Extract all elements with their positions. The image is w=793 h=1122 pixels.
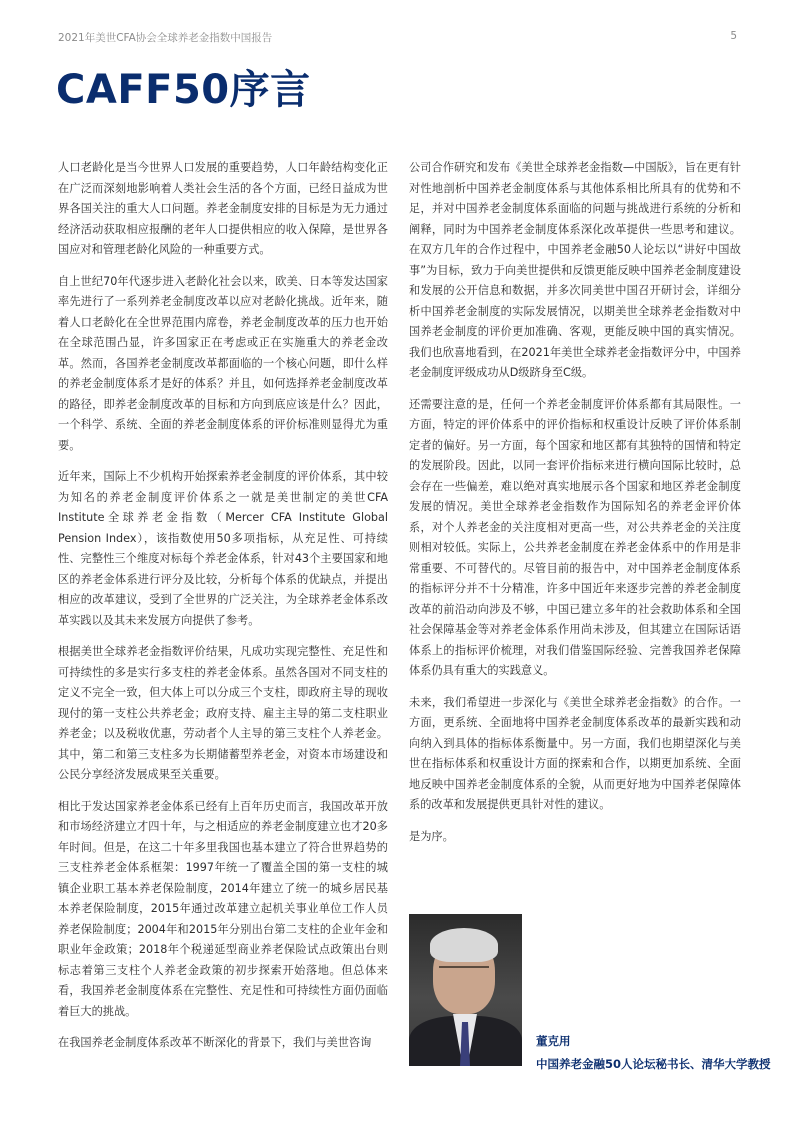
left-text-column: [58, 158, 388, 1065]
signature-name: 董克用: [536, 1034, 571, 1048]
paragraph: 还需要注意的是，任何一个养老金制度评价体系都有其局限性。一方面，特定的评价体系中的评价指标和权重设计反映了评价体系制定者的偏好。另一方面，每个国家和地区都有其独特的国情和特定的发展阶段。因此，以同一套评价指标来进行横向国际比较时，总会存在一些偏差，难以绝对真实地展示各个国家和地区养老金制度发展的情况。美世全球养老金指数作为国际知名的养老金评价体系，对个人养老金的关注度相对更高一些，对公共养老金的关注度则相对较低。实际上，公共养老金制度在养老金体系中的作用是非常重要、不可替代的。尽管目前的报告中，对中国养老金制度体系的指标评分并不十分精准，许多中国近年来逐步完善的养老金制度改革的前沿动向涉及不够，中国已建立多年的社会救助体系和全国社会保障基金等对养老金体系作用尚未涉及，但其建立在国际话语体系上的指标评价梳理，对我们借鉴国际经验、完善我国养老保障体系仍具有重大的实践意义。: [409, 397, 741, 677]
paragraph: 根据美世全球养老金指数评价结果，凡成功实现完整性、充足性和可持续性的多是实行多支柱的养老金体系。虽然各国对不同支柱的定义不完全一致，但大体上可以分成三个支柱，即政府主导的现收现付的第一支柱公共养老金；政府支持、雇主主导的第二支柱职业养老金；以及税收优惠，劳动者个人主导的第三支柱个人养老金。其中，第二和第三支柱多为长期储蓄型养老金，对资本市场建设和公民分享经济发展成果至关重要。: [58, 645, 388, 781]
paragraph: 在我国养老金制度体系改革不断深化的背景下，我们与美世咨询: [58, 1036, 372, 1049]
paragraph: 人口老龄化是当今世界人口发展的重要趋势，人口年龄结构变化正在广泛而深刻地影响着人类社会生活的各个方面，已经日益成为世界各国关注的重大人口问题。养老金制度安排的目标是为无力通过经济活动获取相应报酬的老年人口提供相应的收入保障，是世界各国应对和管理老龄化风险的一种重要方式。: [58, 161, 388, 256]
author-portrait: [409, 914, 522, 1066]
right-text-column: [409, 158, 741, 858]
page-number: 5: [730, 30, 737, 42]
paragraph: 相比于发达国家养老金体系已经有上百年历史而言，我国改革开放和市场经济建立才四十年，与之相适应的养老金制度建立也才20多年时间。但是，在这二十年多里我国也基本建立了符合世界趋势的三支柱养老金体系框架：1997年统一了覆盖全国的第一支柱的城镇企业职工基本养老保险制度，2014年建立了统一的城乡居民基本养老保险制度，2015年通过改革建立起机关事业单位工作人员养老保险制度；2004年和2015年分别出台第二支柱的企业年金和职业年金政策；2018年个税递延型商业养老保险试点政策出台则标志着第三支柱个人养老金政策的初步探索开始落地。但总体来看，我国养老金制度体系在完整性、充足性和可持续性方面仍面临着巨大的挑战。: [58, 799, 388, 1018]
paragraph: 公司合作研究和发布《美世全球养老金指数—中国版》，旨在更有针对性地剖析中国养老金制度体系与其他体系相比所具有的优势和不足，并对中国养老金制度体系面临的问题与挑战进行系统的分析和阐释，同时为中国养老金制度体系深化改革提供一些思考和建议。在双方几年的合作过程中，中国养老金融50人论坛以“讲好中国故事”为目标，致力于向美世提供和反馈更能反映中国养老金制度建设和发展的公开信息和数据，并多次同美世中国召开研讨会，详细分析中国养老金制度的实际发展情况，以期美世全球养老金指数对中国养老金制度的评价更加准确、客观，更能反映中国的真实情况。我们也欣喜地看到，在2021年美世全球养老金指数评分中，中国养老金制度评级成功从D级跻身至C级。: [409, 161, 741, 379]
paragraph: 自上世纪70年代逐步进入老龄化社会以来，欧美、日本等发达国家率先进行了一系列养老金制度改革以应对老龄化挑战。近年来，随着人口老龄化在全世界范围内席卷，养老金制度改革的压力也开始在全球范围凸显，许多国家正在考虑或正在实施重大的养老金改革。然而，各国养老金制度改革都面临的一个核心问题，即什么样的养老金制度体系才是好的体系？并且，如何选择养老金制度改革的路径，即养老金制度改革的目标和方向到底应该是什么？因此，一个科学、系统、全面的养老金制度体系的评价标准则显得尤为重要。: [58, 274, 388, 452]
signature-role: 中国养老金融50人论坛秘书长、清华大学教授: [536, 1057, 771, 1071]
paragraph: 近年来，国际上不少机构开始探索养老金制度的评价体系，其中较为知名的养老金制度评价体系之一就是美世制定的美世CFA Institute全球养老金指数（Mercer CFA Institute Global Pension Index），该指数使用50多项指标，从充足性、可持续性、完整性三个维度对标每个养老金体系，针对43个主要国家和地区的养老金体系进行评分及比较，分析每个体系的优缺点，并提出相应的改革建议，受到了全世界的广泛关注，为全球养老金体系改革实践以及其未来发展方向提供了参考。: [58, 470, 388, 627]
report-header-title: 2021年美世CFA协会全球养老金指数中国报告: [58, 32, 273, 44]
paragraph: 未来，我们希望进一步深化与《美世全球养老金指数》的合作。一方面，更系统、全面地将中国养老金制度体系改革的最新实践和动向纳入到具体的指标体系衡量中。另一方面，我们也期望深化与美世在指标体系和权重设计方面的探索和合作，以期更加系统、全面地反映中国养老金制度体系的全貌，从而更好地为中国养老保障体系的改革和发展提供更具针对性的建议。: [409, 695, 741, 811]
paragraph: 是为序。: [409, 829, 454, 843]
portrait-glasses: [439, 966, 489, 980]
portrait-hair: [430, 928, 498, 962]
page-title: CAFF50序言: [56, 67, 311, 113]
